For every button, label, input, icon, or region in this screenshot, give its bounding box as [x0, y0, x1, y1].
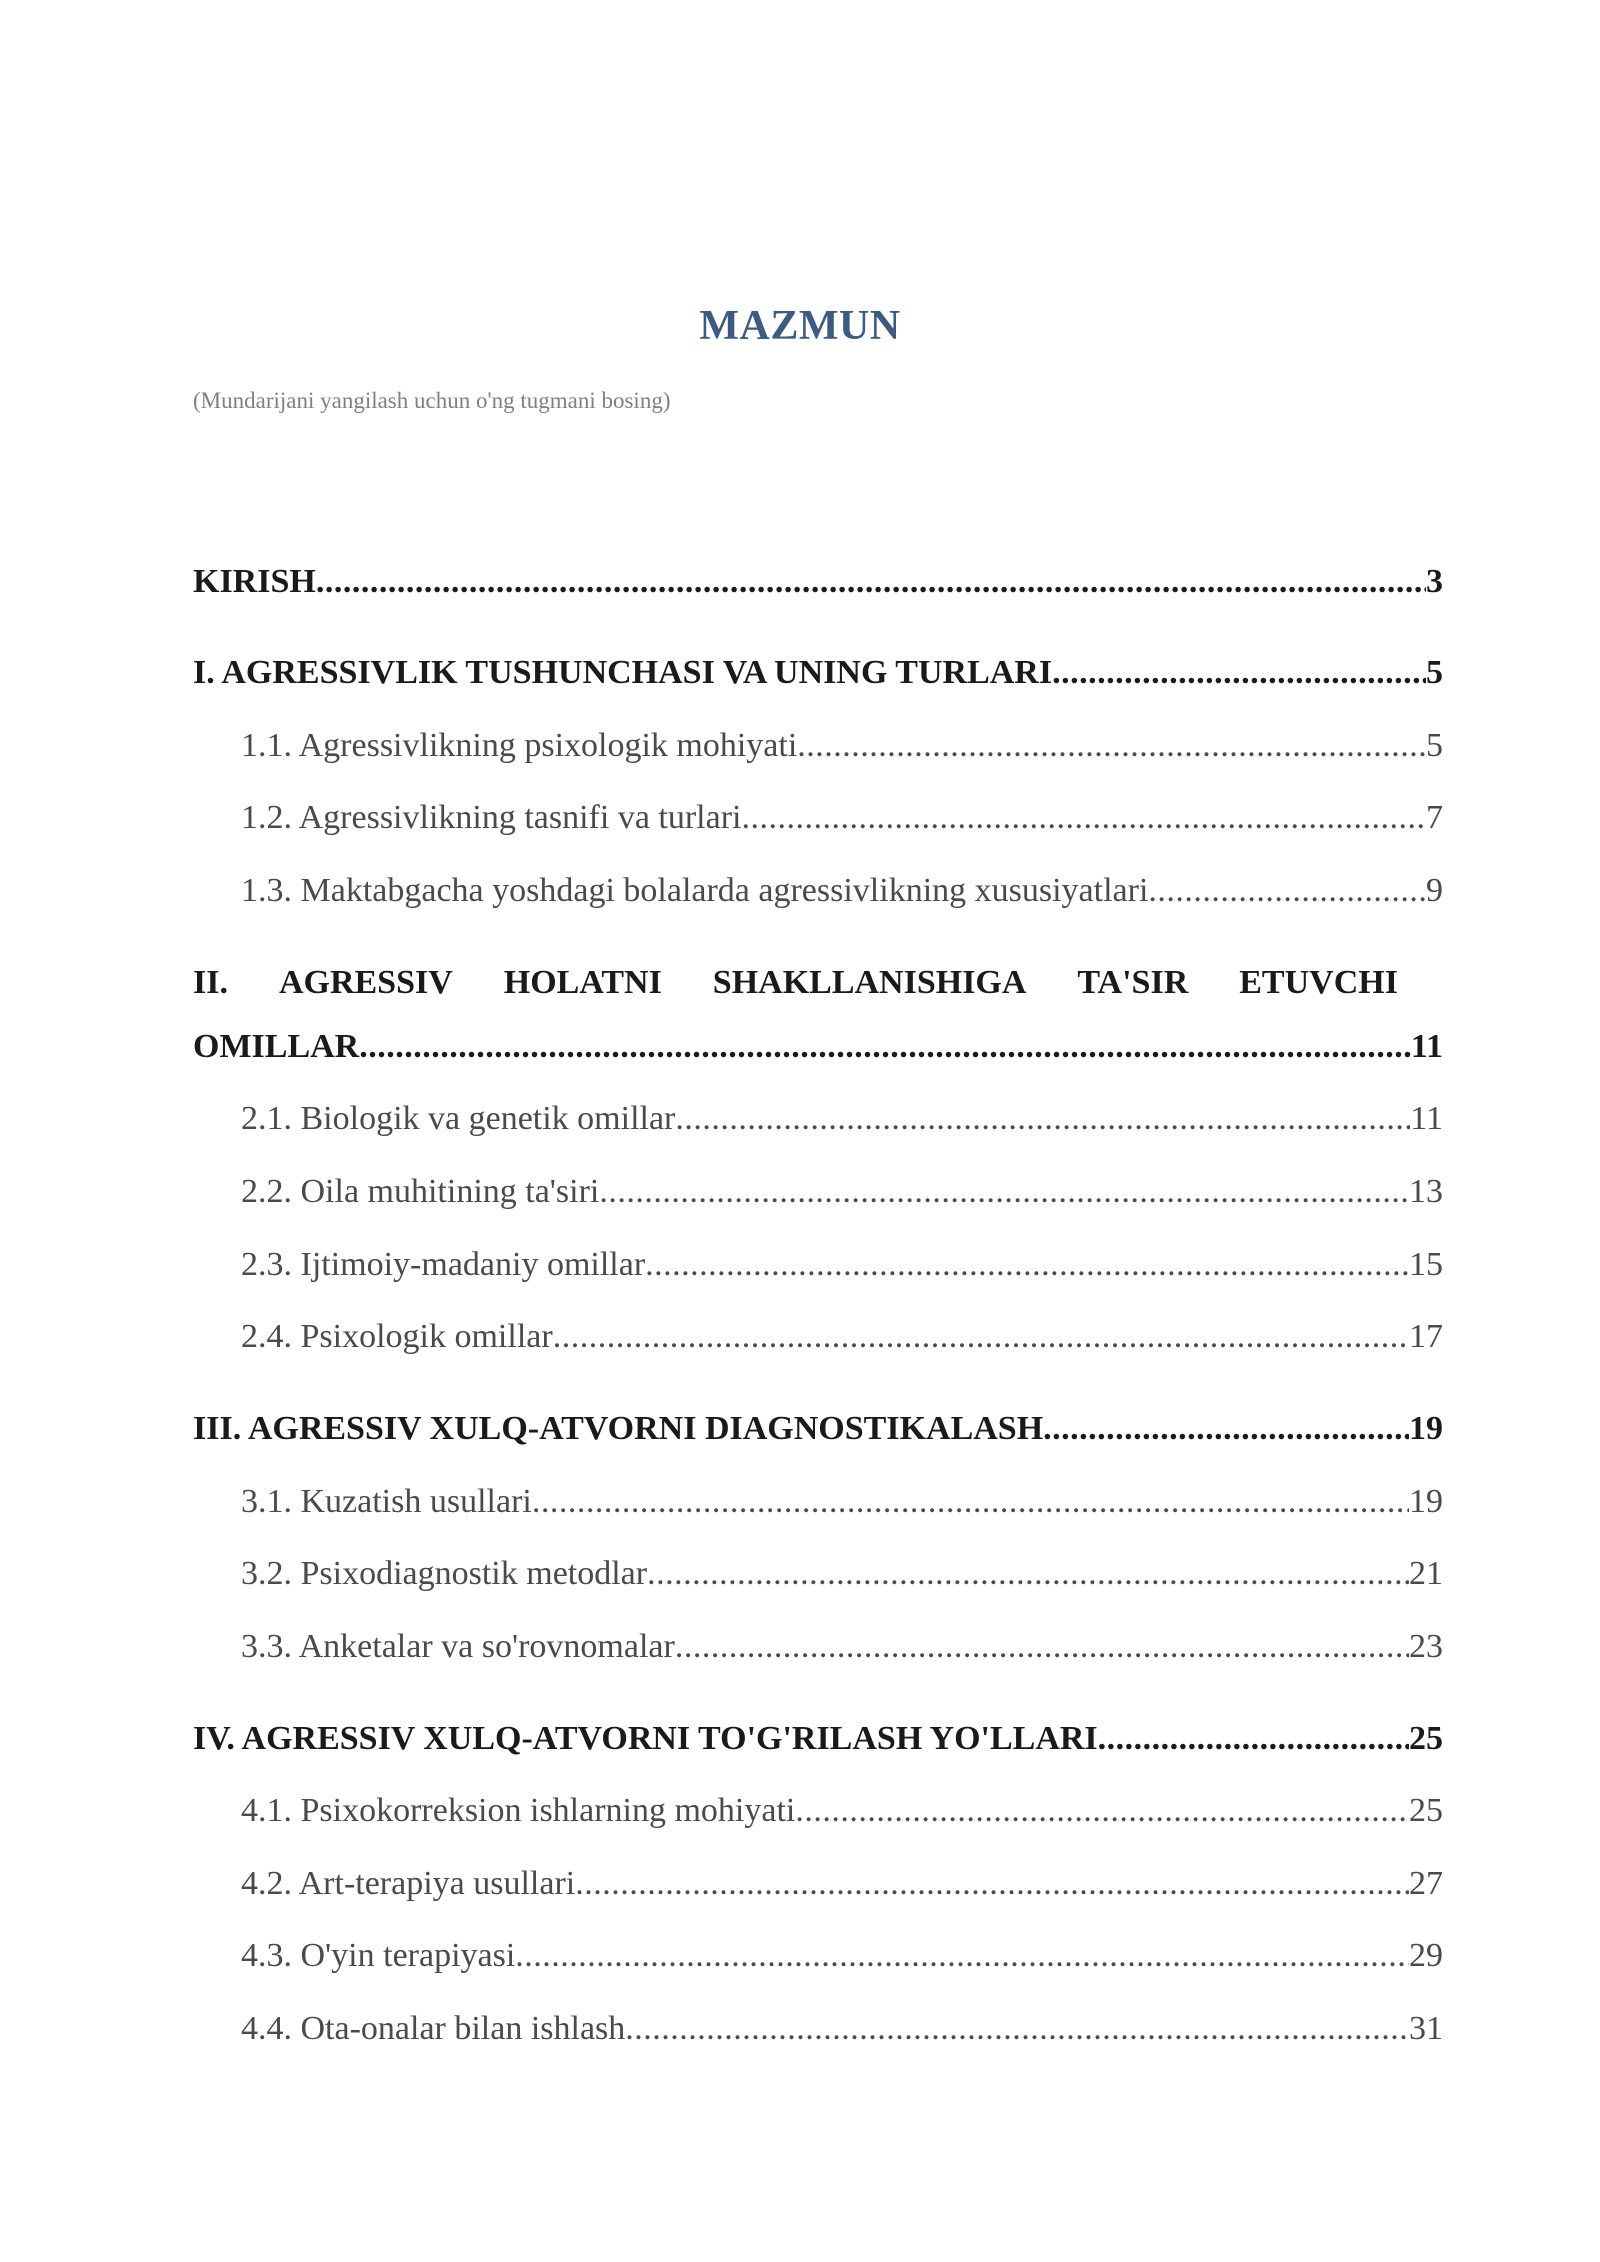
toc-entry-label: 1.1. Agressivlikning psixologik mohiyati	[241, 727, 798, 764]
toc-page-number: 25	[1409, 1792, 1443, 1829]
page-title: MAZMUN	[699, 303, 901, 349]
toc-page-number: 19	[1409, 1410, 1443, 1447]
toc-page-number: 29	[1409, 1937, 1443, 1974]
toc-entry-label: 2.4. Psixologik omillar	[241, 1318, 553, 1355]
toc-entry-section-1-2[interactable]	[241, 799, 1443, 837]
toc-leader-dots	[647, 1555, 1409, 1593]
toc-heading-word: II.	[193, 964, 228, 1001]
toc-page-number: 5	[1426, 654, 1443, 691]
toc-entry-section-3-2[interactable]	[241, 1555, 1443, 1593]
toc-entry-label: I. AGRESSIVLIK TUSHUNCHASI VA UNING TURLARI	[193, 654, 1053, 691]
toc-page-number: 17	[1409, 1318, 1443, 1355]
toc-leader-dots	[1052, 654, 1426, 692]
toc-entry-label: 4.4. Ota-onalar bilan ishlash	[241, 2010, 626, 2047]
toc-entry-section-4-1[interactable]	[241, 1792, 1443, 1830]
toc-leader-dots	[553, 1318, 1409, 1356]
toc-page-number: 31	[1409, 2010, 1443, 2047]
toc-leader-dots	[575, 1865, 1409, 1903]
toc-leader-dots	[599, 1173, 1409, 1211]
toc-page-number: 13	[1409, 1173, 1443, 1210]
toc-entry-section-3-1[interactable]	[241, 1483, 1443, 1521]
toc-leader-dots	[515, 1937, 1409, 1975]
toc-entry-label: 1.3. Maktabgacha yoshdagi bolalarda agressivlikning xususiyatlari	[241, 872, 1149, 909]
toc-entry-label: 3.2. Psixodiagnostik metodlar	[241, 1555, 648, 1592]
toc-leader-dots	[742, 799, 1427, 837]
toc-entry-label: 2.2. Oila muhitining ta'siri	[241, 1173, 600, 1210]
toc-leader-dots	[1148, 872, 1426, 910]
toc-leader-dots	[1043, 1410, 1409, 1448]
toc-page-number: 11	[1410, 1028, 1443, 1065]
toc-entry-section-2-1[interactable]	[241, 1100, 1443, 1138]
toc-entry-kirish[interactable]	[193, 563, 1443, 601]
toc-leader-dots	[795, 1792, 1409, 1830]
toc-heading-word: TA'SIR	[1077, 964, 1189, 1001]
update-hint: (Mundarijani yangilash uchun o'ng tugmani bosing)	[193, 388, 671, 413]
toc-entry-label: OMILLAR	[193, 1028, 360, 1065]
toc-entry-label: 3.3. Anketalar va so'rovnomalar	[241, 1628, 675, 1665]
toc-entry-label: 4.3. O'yin terapiyasi	[241, 1937, 516, 1974]
toc-page-number: 9	[1426, 872, 1443, 909]
toc-entry-label: 4.1. Psixokorreksion ishlarning mohiyati	[241, 1792, 796, 1829]
toc-page-number: 11	[1410, 1100, 1443, 1137]
toc-page-number: 21	[1409, 1555, 1443, 1592]
toc-entry-section-4-2[interactable]	[241, 1865, 1443, 1903]
toc-leader-dots	[675, 1100, 1410, 1138]
toc-heading-word: ETUVCHI	[1239, 964, 1398, 1001]
toc-entry-chapter-1[interactable]	[193, 654, 1443, 692]
toc-entry-section-2-2[interactable]	[241, 1173, 1443, 1211]
toc-entry-label: 3.1. Kuzatish usullari	[241, 1483, 532, 1520]
toc-entry-label: III. AGRESSIV XULQ-ATVORNI DIAGNOSTIKALASH	[193, 1410, 1044, 1447]
toc-page-number: 27	[1409, 1865, 1443, 1902]
toc-leader-dots	[675, 1628, 1409, 1666]
toc-entry-section-1-3[interactable]	[241, 872, 1443, 910]
toc-entry-label: 1.2. Agressivlikning tasnifi va turlari	[241, 799, 742, 836]
toc-entry-label: KIRISH	[193, 563, 316, 600]
toc-entry-label: 2.3. Ijtimoiy-madaniy omillar	[241, 1246, 646, 1283]
toc-entry-section-4-3[interactable]	[241, 1937, 1443, 1975]
toc-heading-word: HOLATNI	[503, 964, 662, 1001]
toc-entry-label: 2.1. Biologik va genetik omillar	[241, 1100, 676, 1137]
toc-entry-chapter-3[interactable]	[193, 1410, 1443, 1448]
toc-leader-dots	[532, 1483, 1409, 1521]
toc-page-number: 15	[1409, 1246, 1443, 1283]
toc-page-number: 5	[1426, 727, 1443, 764]
toc-leader-dots	[1098, 1720, 1409, 1758]
toc-entry-chapter-2-line1[interactable]	[193, 964, 1398, 1002]
toc-page-number: 23	[1409, 1628, 1443, 1665]
toc-heading-word: AGRESSIV	[278, 964, 453, 1001]
toc-entry-section-2-3[interactable]	[241, 1246, 1443, 1284]
toc-entry-section-3-3[interactable]	[241, 1628, 1443, 1666]
toc-page-number: 3	[1426, 563, 1443, 600]
toc-leader-dots	[625, 2010, 1409, 2048]
toc-heading-word: SHAKLLANISHIGA	[712, 964, 1027, 1001]
toc-entry-label: IV. AGRESSIV XULQ-ATVORNI TO'G'RILASH YO'LLARI	[193, 1720, 1098, 1757]
toc-entry-chapter-2[interactable]	[193, 1028, 1443, 1066]
toc-page-number: 25	[1409, 1720, 1443, 1757]
toc-page-number: 7	[1426, 799, 1443, 836]
toc-leader-dots	[797, 727, 1426, 765]
toc-entry-label: 4.2. Art-terapiya usullari	[241, 1865, 576, 1902]
toc-entry-section-4-4[interactable]	[241, 2010, 1443, 2048]
toc-entry-chapter-4[interactable]	[193, 1720, 1443, 1758]
toc-entry-section-1-1[interactable]	[241, 727, 1443, 765]
toc-leader-dots	[316, 563, 1426, 601]
toc-leader-dots	[359, 1028, 1411, 1066]
toc-entry-section-2-4[interactable]	[241, 1318, 1443, 1356]
toc-page-number: 19	[1409, 1483, 1443, 1520]
toc-leader-dots	[645, 1246, 1409, 1284]
